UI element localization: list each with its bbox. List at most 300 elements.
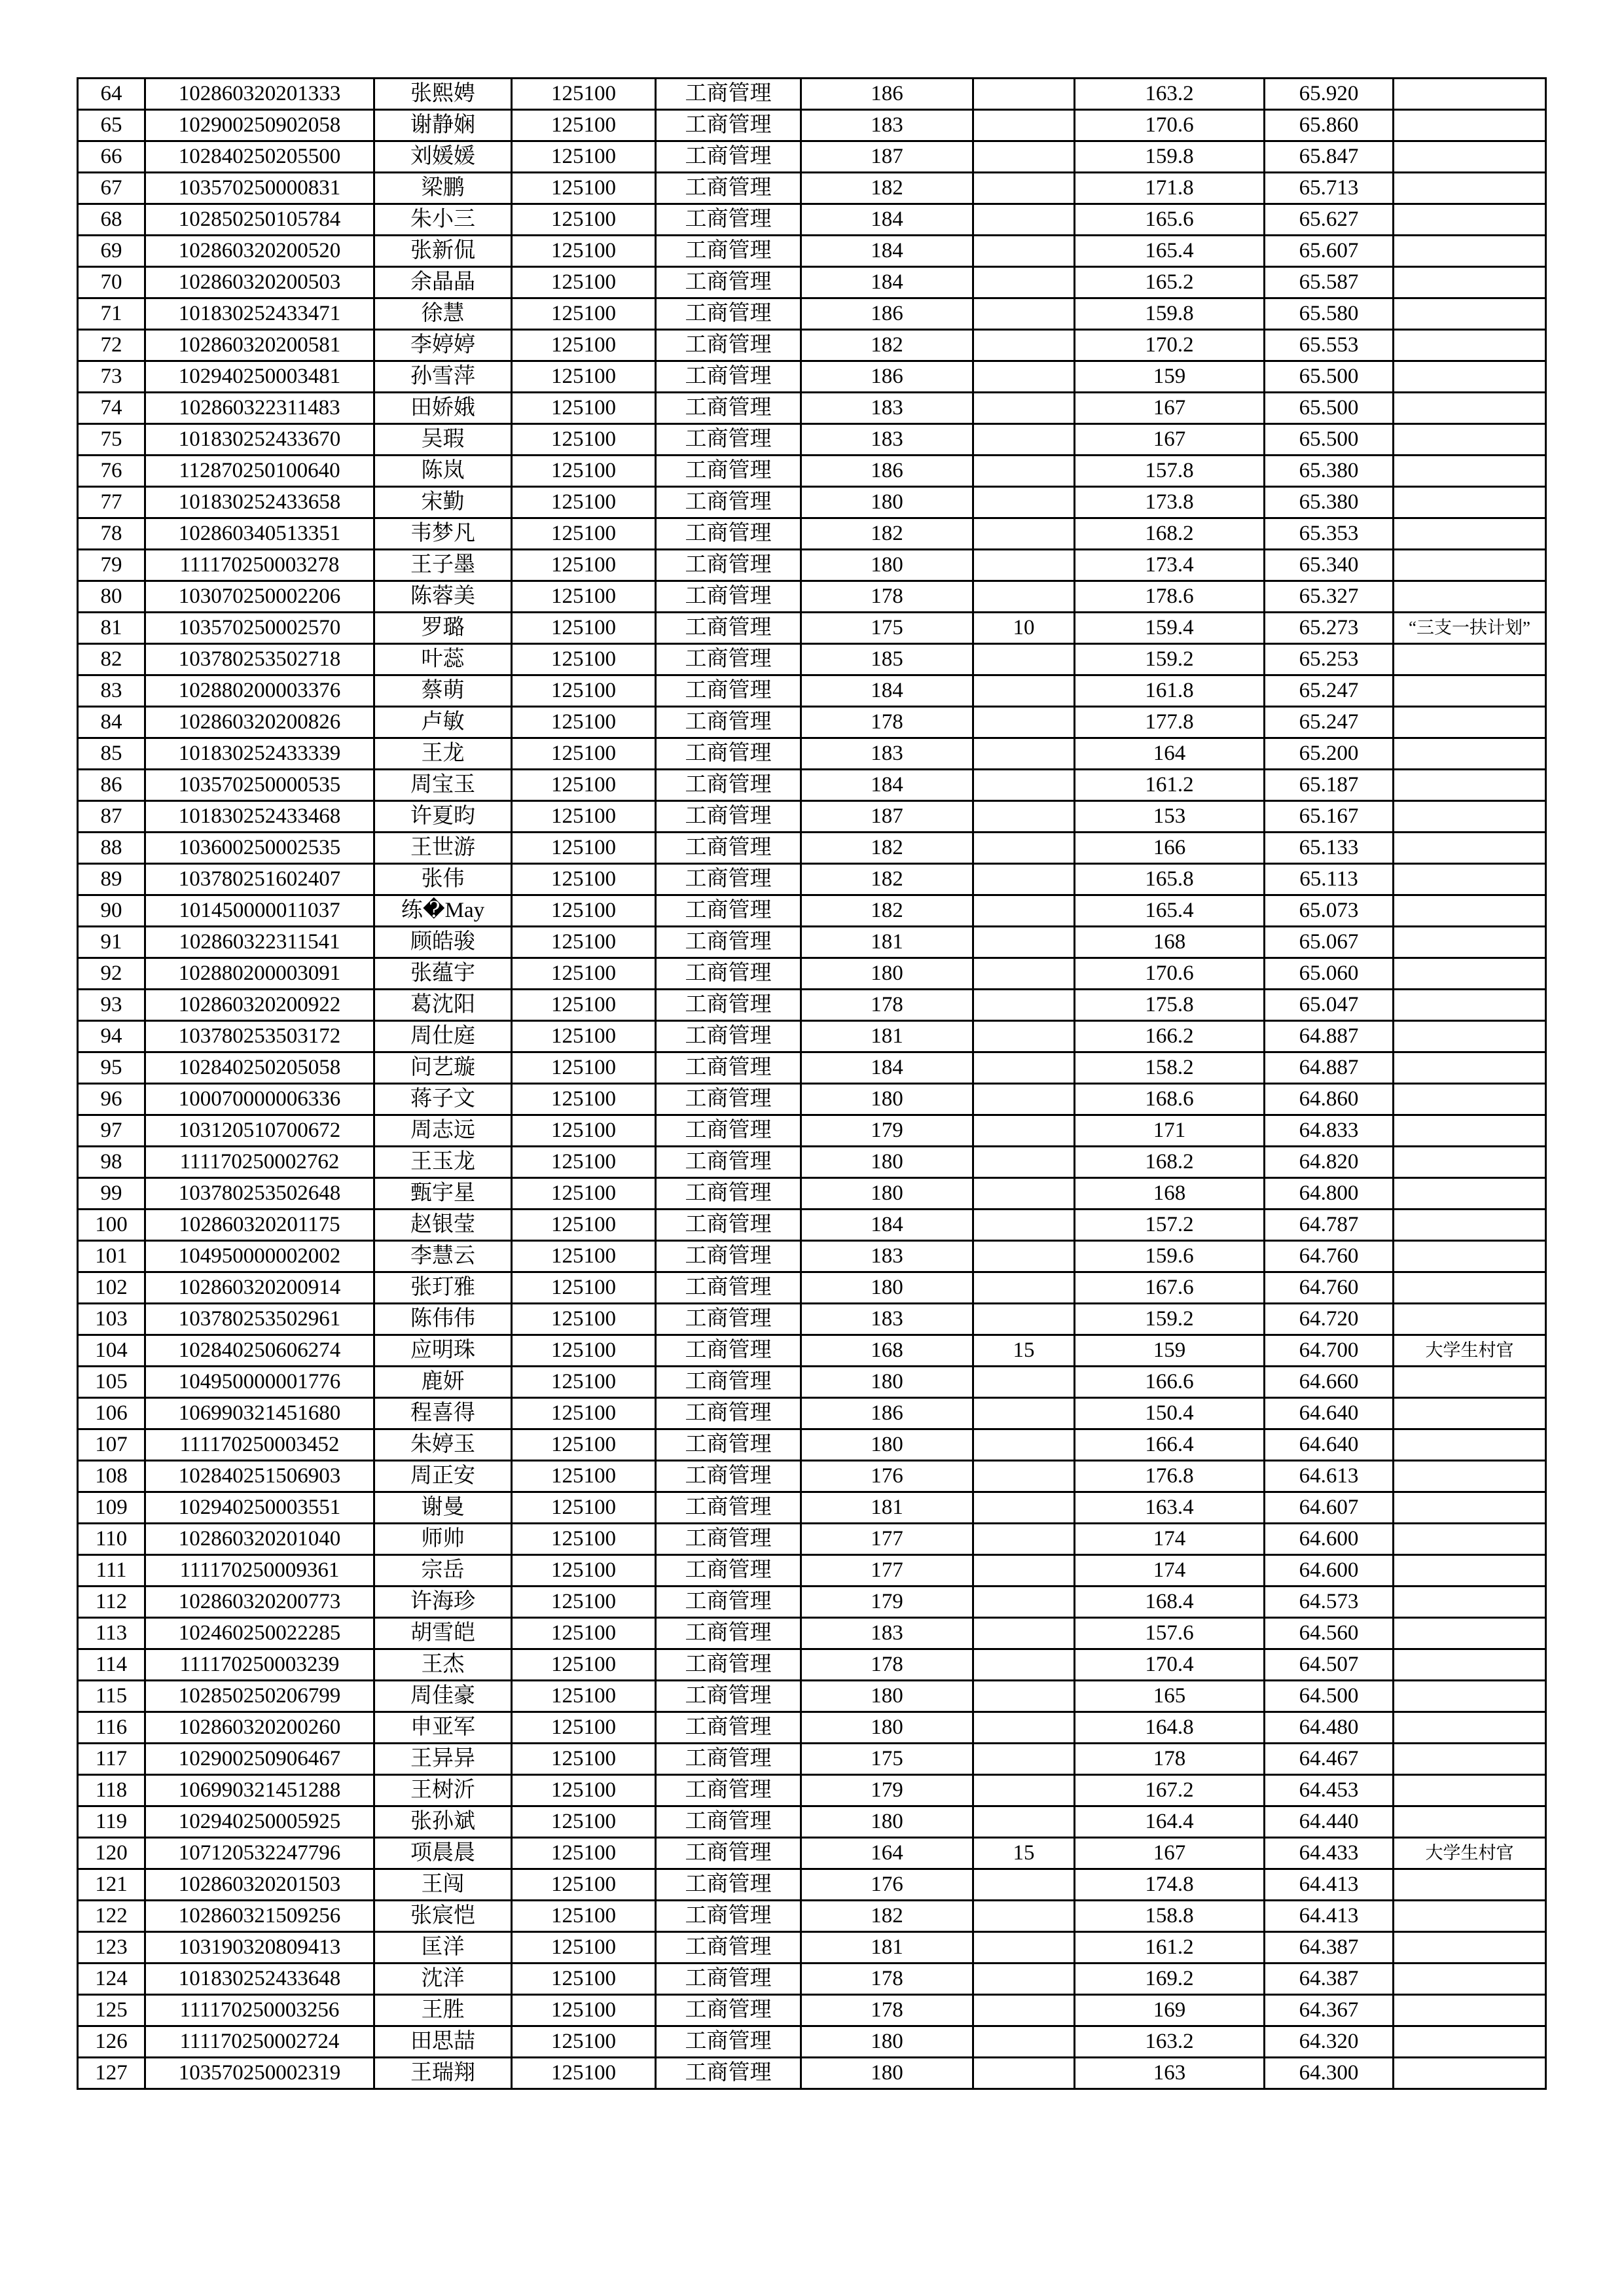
- table-row: [78, 581, 1546, 613]
- total-score-cell: 64.480: [1265, 1712, 1394, 1744]
- row-number-cell: 68: [78, 204, 145, 236]
- note-cell: [1394, 330, 1546, 361]
- bonus-points-cell: [973, 550, 1075, 581]
- row-number-cell: 100: [78, 1210, 145, 1241]
- note-cell: [1394, 1869, 1546, 1901]
- major-name-cell: 工商管理: [656, 393, 801, 424]
- row-number-cell: 73: [78, 361, 145, 393]
- major-code-cell: 125100: [512, 1964, 656, 1995]
- row-number-cell: 99: [78, 1178, 145, 1210]
- initial-score-cell: 182: [801, 173, 973, 204]
- table-row: [78, 1775, 1546, 1806]
- candidate-name-cell: 胡雪皑: [374, 1618, 512, 1649]
- total-score-cell: 65.553: [1265, 330, 1394, 361]
- major-name-cell: 工商管理: [656, 1524, 801, 1555]
- note-cell: [1394, 833, 1546, 864]
- major-name-cell: 工商管理: [656, 1995, 801, 2026]
- major-code-cell: 125100: [512, 236, 656, 267]
- major-name-cell: 工商管理: [656, 550, 801, 581]
- initial-score-cell: 182: [801, 833, 973, 864]
- retest-score-cell: 158.8: [1075, 1901, 1265, 1932]
- major-code-cell: 125100: [512, 1335, 656, 1367]
- table-row: [78, 1115, 1546, 1147]
- major-code-cell: 125100: [512, 1210, 656, 1241]
- row-number-cell: 83: [78, 675, 145, 707]
- candidate-name-cell: 葛沈阳: [374, 990, 512, 1021]
- total-score-cell: 65.187: [1265, 770, 1394, 801]
- exam-id-cell: 103120510700672: [145, 1115, 374, 1147]
- major-name-cell: 工商管理: [656, 895, 801, 927]
- major-name-cell: 工商管理: [656, 361, 801, 393]
- bonus-points-cell: [973, 1147, 1075, 1178]
- exam-id-cell: 112870250100640: [145, 456, 374, 487]
- major-code-cell: 125100: [512, 1618, 656, 1649]
- row-number-cell: 64: [78, 79, 145, 110]
- initial-score-cell: 185: [801, 644, 973, 675]
- bonus-points-cell: 15: [973, 1335, 1075, 1367]
- table-row: [78, 613, 1546, 644]
- candidate-name-cell: 罗璐: [374, 613, 512, 644]
- row-number-cell: 121: [78, 1869, 145, 1901]
- total-score-cell: 65.340: [1265, 550, 1394, 581]
- bonus-points-cell: [973, 424, 1075, 456]
- retest-score-cell: 159.2: [1075, 1304, 1265, 1335]
- exam-id-cell: 102460250022285: [145, 1618, 374, 1649]
- major-code-cell: 125100: [512, 1681, 656, 1712]
- note-cell: [1394, 1304, 1546, 1335]
- total-score-cell: 65.353: [1265, 518, 1394, 550]
- total-score-cell: 65.273: [1265, 613, 1394, 644]
- major-code-cell: 125100: [512, 361, 656, 393]
- exam-id-cell: 104950000002002: [145, 1241, 374, 1272]
- major-code-cell: 125100: [512, 644, 656, 675]
- major-name-cell: 工商管理: [656, 2058, 801, 2089]
- note-cell: [1394, 1210, 1546, 1241]
- retest-score-cell: 159: [1075, 1335, 1265, 1367]
- bonus-points-cell: [973, 1555, 1075, 1587]
- major-code-cell: 125100: [512, 1869, 656, 1901]
- note-cell: [1394, 236, 1546, 267]
- total-score-cell: 65.627: [1265, 204, 1394, 236]
- bonus-points-cell: [973, 1649, 1075, 1681]
- candidate-name-cell: 刘媛媛: [374, 141, 512, 173]
- note-cell: [1394, 2058, 1546, 2089]
- initial-score-cell: 179: [801, 1775, 973, 1806]
- retest-score-cell: 161.8: [1075, 675, 1265, 707]
- major-code-cell: 125100: [512, 2026, 656, 2058]
- exam-id-cell: 102940250005925: [145, 1806, 374, 1838]
- retest-score-cell: 166.2: [1075, 1021, 1265, 1052]
- row-number-cell: 77: [78, 487, 145, 518]
- table-row: [78, 1492, 1546, 1524]
- bonus-points-cell: [973, 1210, 1075, 1241]
- total-score-cell: 64.720: [1265, 1304, 1394, 1335]
- exam-id-cell: 103070250002206: [145, 581, 374, 613]
- table-row: [78, 110, 1546, 141]
- total-score-cell: 64.700: [1265, 1335, 1394, 1367]
- bonus-points-cell: [973, 236, 1075, 267]
- initial-score-cell: 181: [801, 1932, 973, 1964]
- exam-id-cell: 106990321451288: [145, 1775, 374, 1806]
- candidate-name-cell: 李婷婷: [374, 330, 512, 361]
- table-row: [78, 801, 1546, 833]
- major-name-cell: 工商管理: [656, 1272, 801, 1304]
- initial-score-cell: 184: [801, 267, 973, 298]
- note-cell: [1394, 1052, 1546, 1084]
- bonus-points-cell: [973, 1618, 1075, 1649]
- major-code-cell: 125100: [512, 110, 656, 141]
- bonus-points-cell: [973, 707, 1075, 738]
- exam-id-cell: 100070000006336: [145, 1084, 374, 1115]
- major-name-cell: 工商管理: [656, 518, 801, 550]
- table-row: [78, 1147, 1546, 1178]
- note-cell: [1394, 267, 1546, 298]
- exam-id-cell: 111170250003239: [145, 1649, 374, 1681]
- exam-id-cell: 102860320200922: [145, 990, 374, 1021]
- initial-score-cell: 177: [801, 1555, 973, 1587]
- major-code-cell: 125100: [512, 1367, 656, 1398]
- table-row: [78, 1241, 1546, 1272]
- exam-id-cell: 111170250002762: [145, 1147, 374, 1178]
- initial-score-cell: 181: [801, 1021, 973, 1052]
- note-cell: [1394, 1964, 1546, 1995]
- retest-score-cell: 159.2: [1075, 644, 1265, 675]
- retest-score-cell: 157.8: [1075, 456, 1265, 487]
- note-cell: [1394, 1147, 1546, 1178]
- table-row: [78, 1681, 1546, 1712]
- note-cell: [1394, 990, 1546, 1021]
- candidate-name-cell: 谢静娴: [374, 110, 512, 141]
- row-number-cell: 71: [78, 298, 145, 330]
- row-number-cell: 94: [78, 1021, 145, 1052]
- initial-score-cell: 186: [801, 298, 973, 330]
- table-row: [78, 1555, 1546, 1587]
- retest-score-cell: 165.4: [1075, 895, 1265, 927]
- table-row: [78, 173, 1546, 204]
- initial-score-cell: 181: [801, 1492, 973, 1524]
- major-code-cell: 125100: [512, 1241, 656, 1272]
- row-number-cell: 95: [78, 1052, 145, 1084]
- note-cell: [1394, 1775, 1546, 1806]
- total-score-cell: 64.640: [1265, 1429, 1394, 1461]
- retest-score-cell: 157.6: [1075, 1618, 1265, 1649]
- total-score-cell: 65.713: [1265, 173, 1394, 204]
- candidate-name-cell: 宋勤: [374, 487, 512, 518]
- exam-id-cell: 102860320200503: [145, 267, 374, 298]
- major-code-cell: 125100: [512, 424, 656, 456]
- retest-score-cell: 174: [1075, 1555, 1265, 1587]
- total-score-cell: 64.887: [1265, 1052, 1394, 1084]
- exam-id-cell: 107120532247796: [145, 1838, 374, 1869]
- bonus-points-cell: [973, 1178, 1075, 1210]
- candidate-name-cell: 卢敏: [374, 707, 512, 738]
- retest-score-cell: 161.2: [1075, 770, 1265, 801]
- candidate-name-cell: 周宝玉: [374, 770, 512, 801]
- table-row: [78, 1367, 1546, 1398]
- retest-score-cell: 163: [1075, 2058, 1265, 2089]
- total-score-cell: 65.607: [1265, 236, 1394, 267]
- major-name-cell: 工商管理: [656, 864, 801, 895]
- retest-score-cell: 165: [1075, 1681, 1265, 1712]
- bonus-points-cell: [973, 2026, 1075, 2058]
- major-name-cell: 工商管理: [656, 79, 801, 110]
- note-cell: [1394, 424, 1546, 456]
- retest-score-cell: 170.6: [1075, 958, 1265, 990]
- row-number-cell: 97: [78, 1115, 145, 1147]
- table-row: [78, 1932, 1546, 1964]
- retest-score-cell: 164.8: [1075, 1712, 1265, 1744]
- major-name-cell: 工商管理: [656, 833, 801, 864]
- candidate-name-cell: 蔡萌: [374, 675, 512, 707]
- candidate-name-cell: 王闯: [374, 1869, 512, 1901]
- candidate-name-cell: 问艺璇: [374, 1052, 512, 1084]
- major-code-cell: 125100: [512, 613, 656, 644]
- table-row: [78, 550, 1546, 581]
- total-score-cell: 64.860: [1265, 1084, 1394, 1115]
- note-cell: 大学生村官: [1394, 1838, 1546, 1869]
- retest-score-cell: 167: [1075, 1838, 1265, 1869]
- total-score-cell: 65.247: [1265, 707, 1394, 738]
- row-number-cell: 74: [78, 393, 145, 424]
- initial-score-cell: 182: [801, 1901, 973, 1932]
- candidate-name-cell: 沈洋: [374, 1964, 512, 1995]
- row-number-cell: 119: [78, 1806, 145, 1838]
- note-cell: [1394, 581, 1546, 613]
- table-row: [78, 958, 1546, 990]
- bonus-points-cell: [973, 204, 1075, 236]
- candidate-name-cell: 应明珠: [374, 1335, 512, 1367]
- note-cell: [1394, 1806, 1546, 1838]
- initial-score-cell: 180: [801, 1084, 973, 1115]
- initial-score-cell: 180: [801, 487, 973, 518]
- table-row: [78, 1304, 1546, 1335]
- major-code-cell: 125100: [512, 833, 656, 864]
- major-code-cell: 125100: [512, 487, 656, 518]
- candidate-name-cell: 蒋子文: [374, 1084, 512, 1115]
- bonus-points-cell: [973, 1869, 1075, 1901]
- note-cell: [1394, 1429, 1546, 1461]
- major-code-cell: 125100: [512, 204, 656, 236]
- initial-score-cell: 186: [801, 1398, 973, 1429]
- retest-score-cell: 158.2: [1075, 1052, 1265, 1084]
- major-code-cell: 125100: [512, 267, 656, 298]
- major-code-cell: 125100: [512, 1649, 656, 1681]
- major-name-cell: 工商管理: [656, 1304, 801, 1335]
- table-row: [78, 267, 1546, 298]
- bonus-points-cell: [973, 1964, 1075, 1995]
- bonus-points-cell: [973, 1021, 1075, 1052]
- major-name-cell: 工商管理: [656, 1649, 801, 1681]
- note-cell: [1394, 393, 1546, 424]
- total-score-cell: 64.607: [1265, 1492, 1394, 1524]
- retest-score-cell: 171.8: [1075, 173, 1265, 204]
- candidate-name-cell: 陈蓉美: [374, 581, 512, 613]
- candidate-name-cell: 王龙: [374, 738, 512, 770]
- retest-score-cell: 177.8: [1075, 707, 1265, 738]
- retest-score-cell: 167: [1075, 393, 1265, 424]
- major-name-cell: 工商管理: [656, 738, 801, 770]
- retest-score-cell: 168: [1075, 927, 1265, 958]
- candidate-name-cell: 周仕庭: [374, 1021, 512, 1052]
- note-cell: [1394, 1461, 1546, 1492]
- bonus-points-cell: [973, 1084, 1075, 1115]
- note-cell: [1394, 927, 1546, 958]
- retest-score-cell: 168.2: [1075, 1147, 1265, 1178]
- bonus-points-cell: [973, 1681, 1075, 1712]
- exam-id-cell: 102880200003376: [145, 675, 374, 707]
- row-number-cell: 117: [78, 1744, 145, 1775]
- exam-id-cell: 101830252433339: [145, 738, 374, 770]
- total-score-cell: 64.413: [1265, 1869, 1394, 1901]
- retest-score-cell: 168.2: [1075, 518, 1265, 550]
- retest-score-cell: 167.6: [1075, 1272, 1265, 1304]
- total-score-cell: 65.920: [1265, 79, 1394, 110]
- retest-score-cell: 153: [1075, 801, 1265, 833]
- bonus-points-cell: [973, 770, 1075, 801]
- major-code-cell: 125100: [512, 1178, 656, 1210]
- major-name-cell: 工商管理: [656, 267, 801, 298]
- exam-id-cell: 102860320200914: [145, 1272, 374, 1304]
- initial-score-cell: 178: [801, 581, 973, 613]
- row-number-cell: 92: [78, 958, 145, 990]
- major-code-cell: 125100: [512, 1052, 656, 1084]
- table-row: [78, 1052, 1546, 1084]
- table-row: [78, 236, 1546, 267]
- total-score-cell: 64.613: [1265, 1461, 1394, 1492]
- initial-score-cell: 175: [801, 613, 973, 644]
- row-number-cell: 93: [78, 990, 145, 1021]
- table-row: [78, 1587, 1546, 1618]
- major-code-cell: 125100: [512, 141, 656, 173]
- bonus-points-cell: [973, 990, 1075, 1021]
- total-score-cell: 64.600: [1265, 1555, 1394, 1587]
- note-cell: [1394, 550, 1546, 581]
- row-number-cell: 118: [78, 1775, 145, 1806]
- exam-id-cell: 103780253502648: [145, 1178, 374, 1210]
- total-score-cell: 64.433: [1265, 1838, 1394, 1869]
- row-number-cell: 98: [78, 1147, 145, 1178]
- major-name-cell: 工商管理: [656, 1555, 801, 1587]
- retest-score-cell: 164.4: [1075, 1806, 1265, 1838]
- table-row: [78, 707, 1546, 738]
- major-code-cell: 125100: [512, 1744, 656, 1775]
- retest-score-cell: 159.8: [1075, 298, 1265, 330]
- row-number-cell: 80: [78, 581, 145, 613]
- candidate-name-cell: 张宸恺: [374, 1901, 512, 1932]
- initial-score-cell: 187: [801, 141, 973, 173]
- initial-score-cell: 180: [801, 1806, 973, 1838]
- table-row: [78, 456, 1546, 487]
- note-cell: [1394, 1901, 1546, 1932]
- initial-score-cell: 178: [801, 1964, 973, 1995]
- candidate-name-cell: 余晶晶: [374, 267, 512, 298]
- initial-score-cell: 184: [801, 770, 973, 801]
- major-name-cell: 工商管理: [656, 1869, 801, 1901]
- exam-id-cell: 101830252433658: [145, 487, 374, 518]
- total-score-cell: 64.387: [1265, 1964, 1394, 1995]
- exam-id-cell: 103780253502718: [145, 644, 374, 675]
- bonus-points-cell: [973, 864, 1075, 895]
- total-score-cell: 65.500: [1265, 361, 1394, 393]
- major-code-cell: 125100: [512, 1492, 656, 1524]
- exam-id-cell: 102860320201503: [145, 1869, 374, 1901]
- bonus-points-cell: [973, 958, 1075, 990]
- note-cell: [1394, 110, 1546, 141]
- retest-score-cell: 174.8: [1075, 1869, 1265, 1901]
- row-number-cell: 123: [78, 1932, 145, 1964]
- retest-score-cell: 150.4: [1075, 1398, 1265, 1429]
- major-code-cell: 125100: [512, 675, 656, 707]
- candidate-name-cell: 项晨晨: [374, 1838, 512, 1869]
- candidate-name-cell: 周正安: [374, 1461, 512, 1492]
- row-number-cell: 75: [78, 424, 145, 456]
- initial-score-cell: 164: [801, 1838, 973, 1869]
- exam-id-cell: 102860320201175: [145, 1210, 374, 1241]
- note-cell: [1394, 895, 1546, 927]
- note-cell: [1394, 204, 1546, 236]
- candidate-name-cell: 王瑞翔: [374, 2058, 512, 2089]
- major-code-cell: 125100: [512, 1712, 656, 1744]
- exam-id-cell: 102860320200520: [145, 236, 374, 267]
- note-cell: [1394, 1744, 1546, 1775]
- candidate-name-cell: 许海珍: [374, 1587, 512, 1618]
- major-name-cell: 工商管理: [656, 1147, 801, 1178]
- bonus-points-cell: [973, 675, 1075, 707]
- retest-score-cell: 165.6: [1075, 204, 1265, 236]
- total-score-cell: 65.253: [1265, 644, 1394, 675]
- major-name-cell: 工商管理: [656, 1335, 801, 1367]
- table-row: [78, 1649, 1546, 1681]
- retest-score-cell: 163.4: [1075, 1492, 1265, 1524]
- retest-score-cell: 161.2: [1075, 1932, 1265, 1964]
- exam-id-cell: 102860321509256: [145, 1901, 374, 1932]
- row-number-cell: 65: [78, 110, 145, 141]
- major-code-cell: 125100: [512, 864, 656, 895]
- total-score-cell: 65.047: [1265, 990, 1394, 1021]
- exam-id-cell: 103190320809413: [145, 1932, 374, 1964]
- retest-score-cell: 169.2: [1075, 1964, 1265, 1995]
- bonus-points-cell: [973, 1461, 1075, 1492]
- bonus-points-cell: [973, 1272, 1075, 1304]
- row-number-cell: 112: [78, 1587, 145, 1618]
- row-number-cell: 114: [78, 1649, 145, 1681]
- table-row: [78, 644, 1546, 675]
- exam-id-cell: 102940250003551: [145, 1492, 374, 1524]
- note-cell: [1394, 770, 1546, 801]
- bonus-points-cell: [973, 173, 1075, 204]
- exam-id-cell: 101830252433468: [145, 801, 374, 833]
- row-number-cell: 108: [78, 1461, 145, 1492]
- retest-score-cell: 173.8: [1075, 487, 1265, 518]
- major-code-cell: 125100: [512, 1901, 656, 1932]
- total-score-cell: 65.113: [1265, 864, 1394, 895]
- retest-score-cell: 159.6: [1075, 1241, 1265, 1272]
- initial-score-cell: 182: [801, 518, 973, 550]
- major-code-cell: 125100: [512, 1461, 656, 1492]
- total-score-cell: 64.833: [1265, 1115, 1394, 1147]
- table-row: [78, 770, 1546, 801]
- row-number-cell: 113: [78, 1618, 145, 1649]
- note-cell: [1394, 1084, 1546, 1115]
- major-code-cell: 125100: [512, 1304, 656, 1335]
- candidate-name-cell: 朱婷玉: [374, 1429, 512, 1461]
- table-row: [78, 393, 1546, 424]
- candidate-name-cell: 梁鹏: [374, 173, 512, 204]
- total-score-cell: 64.800: [1265, 1178, 1394, 1210]
- bonus-points-cell: [973, 456, 1075, 487]
- row-number-cell: 115: [78, 1681, 145, 1712]
- candidate-name-cell: 赵银莹: [374, 1210, 512, 1241]
